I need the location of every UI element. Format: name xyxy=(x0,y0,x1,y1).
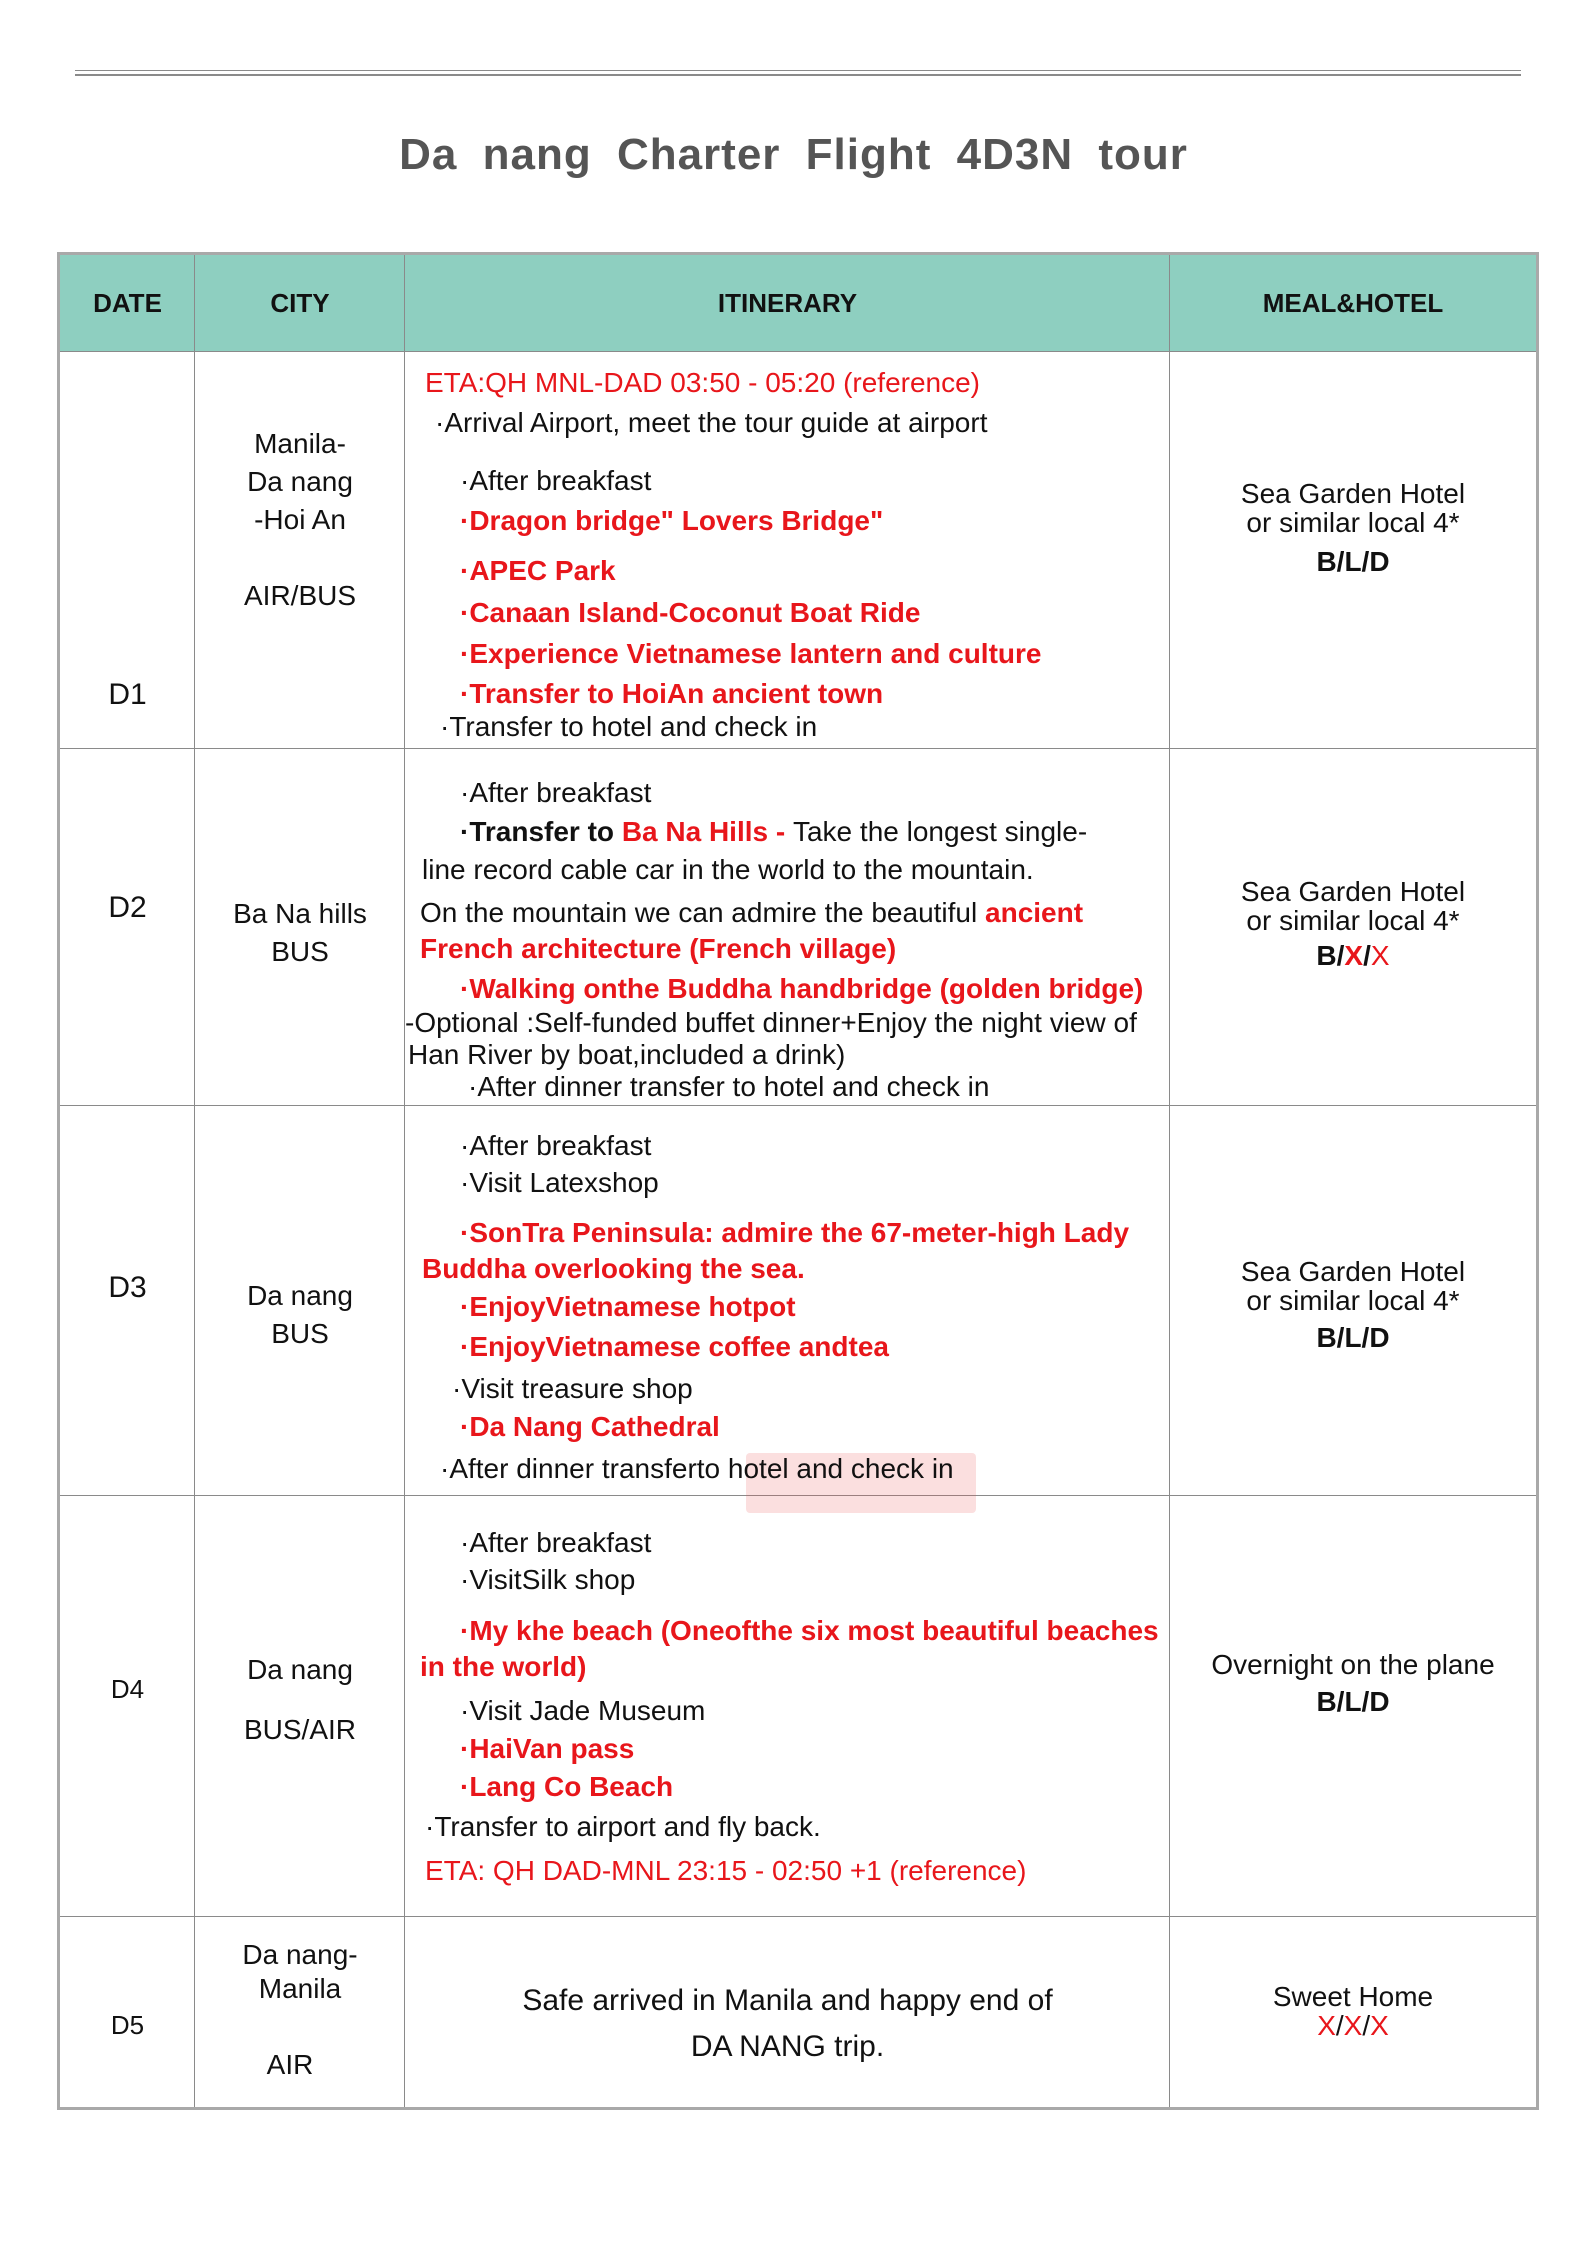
grid-hline xyxy=(60,1105,1536,1106)
meal-hotel-d1 xyxy=(1170,479,1536,576)
header-date: DATE xyxy=(93,287,162,318)
hotel-name: Sea Garden Hotel xyxy=(1240,478,1466,509)
itinerary-line-d2-2 xyxy=(460,816,1087,848)
city-line: Da nang- xyxy=(242,1939,358,1970)
meals xyxy=(1170,941,1536,970)
city-d4 xyxy=(195,1651,405,1749)
meal-hotel-d5 xyxy=(1170,1982,1536,2040)
text-bold: ·Transfer to xyxy=(460,816,622,847)
top-rule xyxy=(75,70,1521,76)
meal-breakfast: X xyxy=(1317,2010,1336,2041)
meal-hotel-d2 xyxy=(1170,877,1536,970)
itinerary-line-d4-5: ·Visit Jade Museum xyxy=(460,1695,706,1726)
meal-dinner: X xyxy=(1370,2010,1389,2041)
hotel-name: Sea Garden Hotel xyxy=(1240,876,1466,907)
itinerary-line: DA NANG trip. xyxy=(690,2030,885,2063)
text-plain: Take the longest single- xyxy=(792,816,1088,847)
itinerary-line-d1-5: ·APEC Park xyxy=(460,555,616,586)
itinerary-line-d3-9: ·After dinner transferto hotel and check in xyxy=(440,1453,954,1484)
itinerary-line-d4-2: ·VisitSilk shop xyxy=(460,1564,636,1595)
city-line: AIR/BUS xyxy=(243,580,357,611)
header-itinerary: ITINERARY xyxy=(717,287,858,318)
itinerary-line-d2-5: French architecture (French village) xyxy=(420,933,897,964)
city-line: Manila- xyxy=(254,428,346,459)
meal-breakfast: B xyxy=(1316,940,1337,971)
grid-hline xyxy=(60,1916,1536,1917)
text-red: Ba Na Hills - xyxy=(621,816,793,847)
meal-sep: / xyxy=(1362,2010,1371,2041)
itinerary-line-d4-3: ·My khe beach (Oneofthe six most beautiful beaches xyxy=(460,1615,1159,1646)
itinerary-line-d3-8: ·Da Nang Cathedral xyxy=(460,1411,720,1442)
itinerary-line-d4-4: in the world) xyxy=(420,1651,587,1682)
meal-hotel-d4 xyxy=(1170,1650,1536,1716)
itinerary-table xyxy=(57,252,1539,2110)
city-line: Manila xyxy=(258,1973,342,2004)
city-d1 xyxy=(195,425,405,615)
grid-hline xyxy=(60,351,1536,352)
meals: B/L/D xyxy=(1316,546,1390,577)
date-label: D1 xyxy=(108,678,147,711)
meal-sep: / xyxy=(1336,940,1345,971)
itinerary-line-d4-8: ·Transfer to airport and fly back. xyxy=(425,1811,821,1842)
itinerary-line-d2-7: -Optional :Self-funded buffet dinner+Enjoy the night view of xyxy=(405,1007,1137,1038)
itinerary-line-d1-8: ·Transfer to HoiAn ancient town xyxy=(460,678,884,709)
city-d5 xyxy=(195,1938,405,2082)
hotel-name: Sea Garden Hotel xyxy=(1240,1256,1466,1287)
city-d3 xyxy=(195,1277,405,1353)
meals xyxy=(1170,2011,1536,2040)
city-line: AIR xyxy=(266,2049,314,2080)
itinerary-line-d1-1: ETA:QH MNL-DAD 03:50 - 05:20 (reference) xyxy=(425,367,981,398)
itinerary-line-d3-6: ·EnjoyVietnamese coffee andtea xyxy=(460,1331,889,1362)
meals: B/L/D xyxy=(1316,1686,1390,1717)
header-city: CITY xyxy=(270,287,330,318)
date-label: D5 xyxy=(110,2009,145,2040)
itinerary-line-d2-4 xyxy=(420,897,1083,929)
itinerary-line-d3-2: ·Visit Latexshop xyxy=(460,1167,659,1198)
itinerary-line-d2-6: ·Walking onthe Buddha handbridge (golden bridge) xyxy=(460,973,1144,1004)
itinerary-line-d2-1: ·After breakfast xyxy=(460,777,652,808)
city-line: Da nang xyxy=(247,466,353,497)
itinerary-line-d3-5: ·EnjoyVietnamese hotpot xyxy=(460,1291,796,1322)
city-line: BUS/AIR xyxy=(243,1714,357,1745)
city-d2 xyxy=(195,895,405,971)
city-line: Ba Na hills xyxy=(233,898,367,929)
meal-hotel-d3 xyxy=(1170,1257,1536,1352)
itinerary-line-d3-4: Buddha overlooking the sea. xyxy=(422,1253,805,1284)
date-label: D2 xyxy=(108,891,147,924)
city-line: Da nang xyxy=(247,1280,353,1311)
itinerary-line-d4-9: ETA: QH DAD-MNL 23:15 - 02:50 +1 (reference) xyxy=(425,1855,1027,1886)
hotel-grade: or similar local 4* xyxy=(1246,1285,1460,1316)
grid-hline xyxy=(60,748,1536,749)
itinerary-line-d1-9: ·Transfer to hotel and check in xyxy=(440,711,818,742)
city-line: -Hoi An xyxy=(254,504,346,535)
text-plain: On the mountain we can admire the beautiful xyxy=(420,897,986,928)
city-spacer xyxy=(195,2006,405,2048)
itinerary-line-d3-3: ·SonTra Peninsula: admire the 67-meter-high Lady xyxy=(460,1217,1130,1248)
hotel-grade: or similar local 4* xyxy=(1246,507,1460,538)
meal-lunch: X xyxy=(1343,2010,1363,2041)
itinerary-line: Safe arrived in Manila and happy end of xyxy=(522,1984,1053,2017)
itinerary-line-d3-1: ·After breakfast xyxy=(460,1130,652,1161)
meals: B/L/D xyxy=(1316,1322,1390,1353)
itinerary-line-d1-6: ·Canaan Island-Coconut Boat Ride xyxy=(460,597,921,628)
meal-sep: / xyxy=(1335,2010,1344,2041)
itinerary-line-d1-4: ·Dragon bridge" Lovers Bridge" xyxy=(460,505,884,536)
city-spacer xyxy=(195,539,405,577)
text-red: ancient xyxy=(985,897,1084,928)
itinerary-line-d1-7: ·Experience Vietnamese lantern and culture xyxy=(460,638,1042,669)
itinerary-line-d4-1: ·After breakfast xyxy=(460,1527,652,1558)
hotel-grade: or similar local 4* xyxy=(1246,905,1460,936)
meal-lunch: X xyxy=(1344,940,1364,971)
itinerary-d5 xyxy=(405,1978,1170,2070)
city-line: BUS xyxy=(271,936,329,967)
meal-sep: / xyxy=(1363,940,1371,971)
page-title: Da nang Charter Flight 4D3N tour xyxy=(399,130,1188,179)
itinerary-line-d3-7: ·Visit treasure shop xyxy=(452,1373,693,1404)
itinerary-line-d4-6: ·HaiVan pass xyxy=(460,1733,635,1764)
itinerary-line-d1-3: ·After breakfast xyxy=(460,465,652,496)
header-meal-hotel: MEAL&HOTEL xyxy=(1262,287,1444,318)
itinerary-line-d2-9: ·After dinner transfer to hotel and check in xyxy=(468,1071,990,1102)
city-line: BUS xyxy=(271,1318,329,1349)
itinerary-line-d2-3: line record cable car in the world to the mountain. xyxy=(422,854,1034,885)
itinerary-line-d1-2: ·Arrival Airport, meet the tour guide at airport xyxy=(435,407,988,438)
overnight-note: Overnight on the plane xyxy=(1211,1649,1495,1680)
itinerary-line-d4-7: ·Lang Co Beach xyxy=(460,1771,674,1802)
end-note: Sweet Home xyxy=(1272,1981,1434,2012)
meal-dinner: X xyxy=(1370,940,1390,971)
itinerary-line-d2-8: Han River by boat,included a drink) xyxy=(408,1039,846,1070)
date-label: D3 xyxy=(108,1271,147,1304)
date-label: D4 xyxy=(110,1673,145,1704)
city-line: Da nang xyxy=(247,1654,353,1685)
